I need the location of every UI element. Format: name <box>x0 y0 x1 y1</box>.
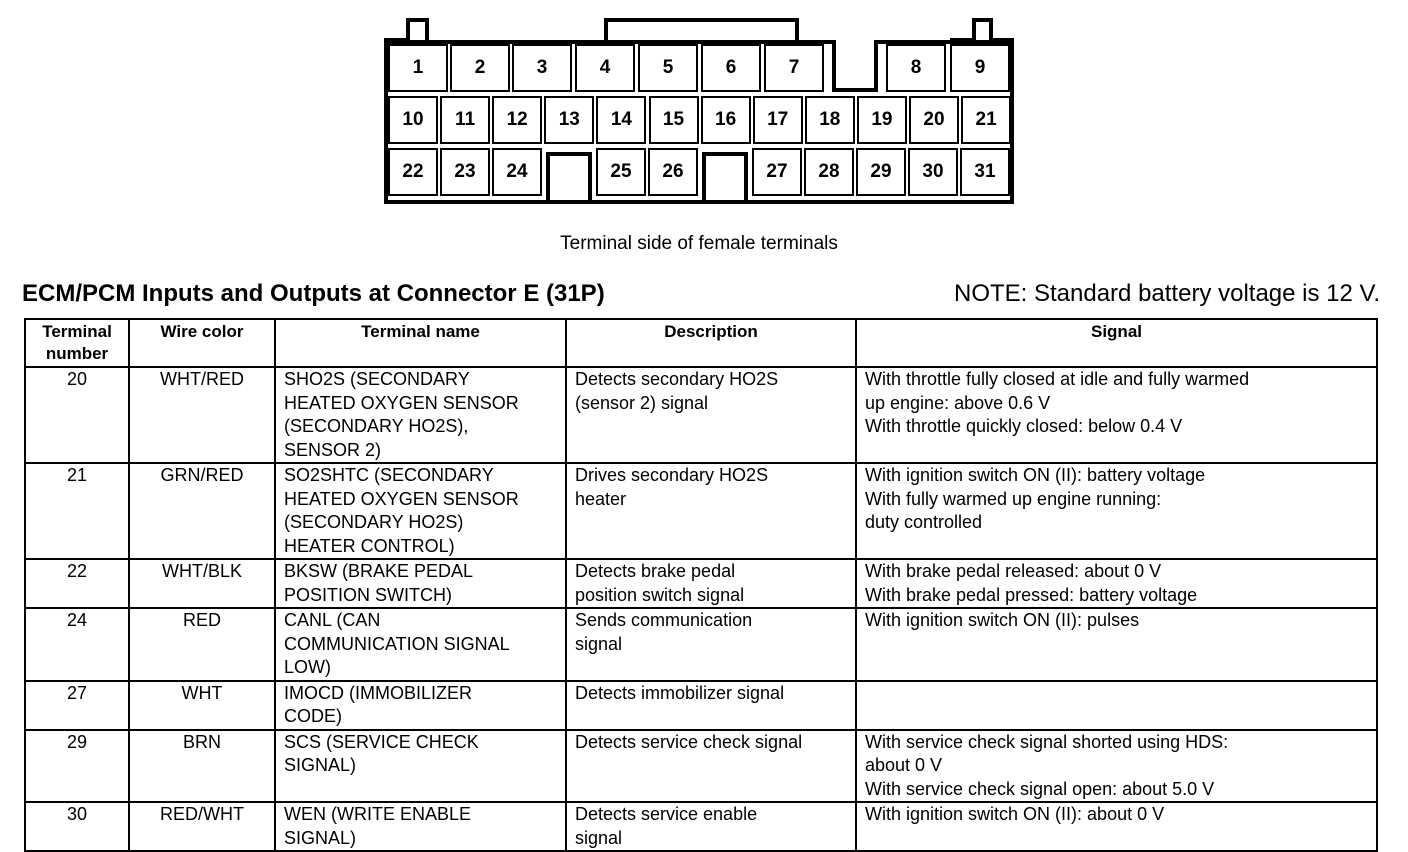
terminal-cell: 7 <box>764 44 824 92</box>
wire-color: RED <box>129 608 275 681</box>
terminal-cell: 19 <box>857 96 907 144</box>
terminal-cell: 2 <box>450 44 510 92</box>
description: Detects secondary HO2S (sensor 2) signal <box>566 367 856 463</box>
terminal-number: 20 <box>25 367 129 463</box>
terminal-cell: 25 <box>596 148 646 196</box>
terminal-cell: 11 <box>440 96 490 144</box>
terminal-number: 24 <box>25 608 129 681</box>
terminal-cell: 28 <box>804 148 854 196</box>
header-terminal-number: Terminal number <box>25 319 129 367</box>
wire-color: WHT/RED <box>129 367 275 463</box>
table-row <box>25 367 1377 463</box>
terminal-cell: 5 <box>638 44 698 92</box>
terminal-cell: 18 <box>805 96 855 144</box>
terminal-cell: 4 <box>575 44 635 92</box>
description: Detects brake pedal position switch signal <box>566 559 856 608</box>
description: Detects service enable signal <box>566 802 856 851</box>
terminal-cell: 21 <box>961 96 1011 144</box>
signal: With ignition switch ON (II): pulses <box>856 608 1377 681</box>
terminal-cell: 12 <box>492 96 542 144</box>
io-table <box>24 318 1378 852</box>
table-row <box>25 608 1377 681</box>
table-row <box>25 730 1377 803</box>
header-signal: Signal <box>856 319 1377 367</box>
table-row <box>25 802 1377 851</box>
connector-caption: Terminal side of female terminals <box>560 233 838 254</box>
signal <box>856 681 1377 730</box>
terminal-name: CANL (CAN COMMUNICATION SIGNAL LOW) <box>275 608 566 681</box>
wire-color: WHT/BLK <box>129 559 275 608</box>
terminal-cell: 23 <box>440 148 490 196</box>
terminal-name: SCS (SERVICE CHECK SIGNAL) <box>275 730 566 803</box>
terminal-cell: 27 <box>752 148 802 196</box>
signal: With ignition switch ON (II): about 0 V <box>856 802 1377 851</box>
terminal-number: 22 <box>25 559 129 608</box>
signal: With brake pedal released: about 0 V With brake pedal pressed: battery voltage <box>856 559 1377 608</box>
terminal-cell: 30 <box>908 148 958 196</box>
terminal-cell: 1 <box>388 44 448 92</box>
terminal-cell: 16 <box>701 96 751 144</box>
signal: With ignition switch ON (II): battery voltage With fully warmed up engine running: duty controlled <box>856 463 1377 559</box>
page-title: ECM/PCM Inputs and Outputs at Connector E (31P) <box>22 280 605 307</box>
terminal-cell: 17 <box>753 96 803 144</box>
terminal-cell: 3 <box>512 44 572 92</box>
wire-color: BRN <box>129 730 275 803</box>
signal: With service check signal shorted using HDS: about 0 V With service check signal open: about 5.0 V <box>856 730 1377 803</box>
wire-color: WHT <box>129 681 275 730</box>
description: Detects immobilizer signal <box>566 681 856 730</box>
voltage-note: NOTE: Standard battery voltage is 12 V. <box>953 280 1380 307</box>
terminal-cell: 6 <box>701 44 761 92</box>
terminal-name: IMOCD (IMMOBILIZER CODE) <box>275 681 566 730</box>
terminal-cell: 26 <box>648 148 698 196</box>
terminal-cell: 8 <box>886 44 946 92</box>
terminal-number: 29 <box>25 730 129 803</box>
terminal-number: 30 <box>25 802 129 851</box>
header-terminal-name: Terminal name <box>275 319 566 367</box>
terminal-name: SHO2S (SECONDARY HEATED OXYGEN SENSOR (SECONDARY HO2S), SENSOR 2) <box>275 367 566 463</box>
terminal-cell: 14 <box>596 96 646 144</box>
table-row <box>25 463 1377 559</box>
terminal-cell: 29 <box>856 148 906 196</box>
table-header-row <box>25 319 1377 367</box>
description: Sends communication signal <box>566 608 856 681</box>
signal: With throttle fully closed at idle and fully warmed up engine: above 0.6 V With throttle quickly closed: below 0.4 V <box>856 367 1377 463</box>
description: Drives secondary HO2S heater <box>566 463 856 559</box>
terminal-cell: 31 <box>960 148 1010 196</box>
terminal-number: 27 <box>25 681 129 730</box>
table-row <box>25 559 1377 608</box>
connector-diagram <box>0 0 1408 215</box>
terminal-name: BKSW (BRAKE PEDAL POSITION SWITCH) <box>275 559 566 608</box>
terminal-cell: 22 <box>388 148 438 196</box>
wire-color: GRN/RED <box>129 463 275 559</box>
wire-color: RED/WHT <box>129 802 275 851</box>
description: Detects service check signal <box>566 730 856 803</box>
terminal-name: SO2SHTC (SECONDARY HEATED OXYGEN SENSOR (SECONDARY HO2S) HEATER CONTROL) <box>275 463 566 559</box>
terminal-cell: 10 <box>388 96 438 144</box>
terminal-cell: 13 <box>544 96 594 144</box>
terminal-number: 21 <box>25 463 129 559</box>
terminal-cell: 9 <box>950 44 1010 92</box>
terminal-cell: 24 <box>492 148 542 196</box>
table-row <box>25 681 1377 730</box>
terminal-name: WEN (WRITE ENABLE SIGNAL) <box>275 802 566 851</box>
header-description: Description <box>566 319 856 367</box>
terminal-cell: 15 <box>649 96 699 144</box>
terminal-cell: 20 <box>909 96 959 144</box>
header-wire-color: Wire color <box>129 319 275 367</box>
